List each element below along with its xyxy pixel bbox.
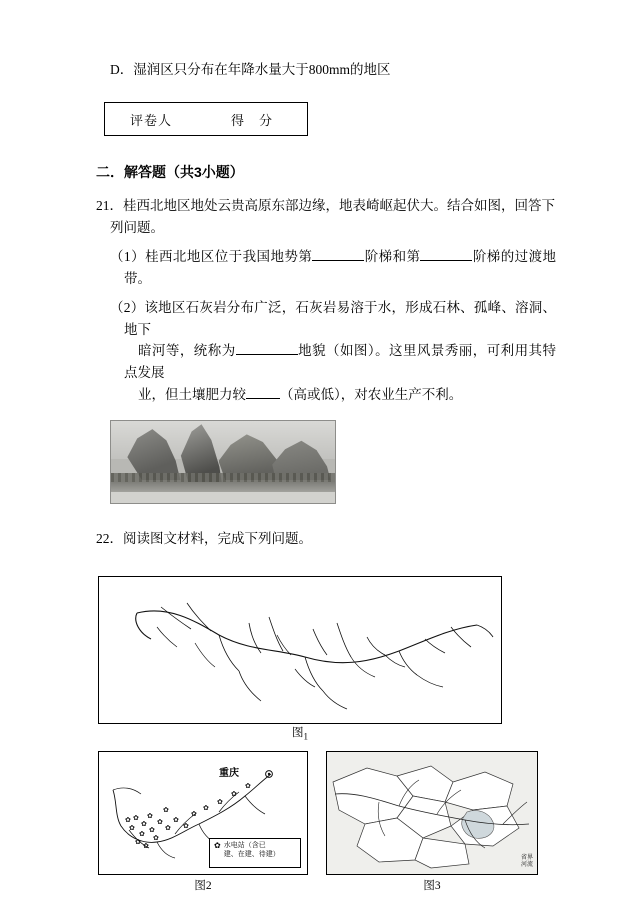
svg-text:✿: ✿ bbox=[133, 815, 139, 823]
svg-text:✿: ✿ bbox=[129, 825, 135, 833]
svg-text:✿: ✿ bbox=[217, 799, 223, 807]
figure-3-legend-line-2: 河流 bbox=[520, 862, 533, 869]
figure-3-caption: 图3 bbox=[423, 880, 441, 893]
sub2-blank-1[interactable] bbox=[236, 354, 298, 355]
sub2-line3-a: 业，但土壤肥力较 bbox=[138, 387, 246, 403]
sub1-blank-2[interactable] bbox=[420, 260, 472, 261]
svg-text:✿: ✿ bbox=[191, 811, 197, 819]
figure-2 bbox=[98, 751, 308, 875]
figure-3-legend-line-1: 省界 bbox=[520, 854, 533, 861]
figure-2-legend bbox=[209, 838, 301, 868]
question-22-number: 22． bbox=[96, 530, 123, 546]
question-21-line1: 桂西北地区地处云贵高原东部边缘，地表崎岖起伏大。结合如图，回答下 bbox=[123, 198, 555, 214]
score-box bbox=[104, 102, 308, 136]
sub2-line1: 该地区石灰岩分布广泛，石灰岩易溶于水，形成石林、孤峰、溶洞、地下 bbox=[124, 299, 557, 337]
svg-text:✿: ✿ bbox=[139, 831, 145, 839]
svg-text:✿: ✿ bbox=[203, 805, 209, 813]
legend-line-2: 建、在建、待建） bbox=[223, 849, 280, 858]
svg-text:✿: ✿ bbox=[149, 827, 155, 835]
sub1-text-c: 阶梯的过渡地带。 bbox=[124, 248, 557, 286]
city-label-chongqing: 重庆 bbox=[219, 768, 239, 780]
karst-photo bbox=[110, 420, 336, 504]
photo-field bbox=[111, 492, 335, 503]
svg-text:✿: ✿ bbox=[173, 817, 179, 825]
svg-text:✿: ✿ bbox=[147, 813, 153, 821]
figure-1-drawing bbox=[99, 577, 501, 723]
figure-3 bbox=[326, 751, 538, 875]
svg-text:✿: ✿ bbox=[157, 819, 163, 827]
svg-text:✿: ✿ bbox=[125, 817, 131, 825]
figures-row bbox=[98, 751, 556, 875]
question-21-number: 21． bbox=[96, 198, 123, 214]
question-22-line1: 阅读图文材料，完成下列问题。 bbox=[123, 530, 312, 546]
section-title: 二．解答题（共3小题） bbox=[96, 164, 244, 181]
sub2-line2-a: 暗河等，统称为 bbox=[138, 343, 236, 359]
grader-label: 评卷人 bbox=[129, 112, 172, 128]
figure-3-drawing bbox=[327, 752, 537, 874]
sub1-text-a: 桂西北地区位于我国地势第 bbox=[145, 248, 313, 264]
svg-text:✿: ✿ bbox=[153, 835, 159, 843]
figure-1 bbox=[98, 576, 502, 724]
figure-1-caption-text: 图 bbox=[292, 726, 304, 739]
svg-text:✿: ✿ bbox=[163, 807, 169, 815]
svg-text:✿: ✿ bbox=[141, 821, 147, 829]
sub2-blank-2[interactable] bbox=[246, 398, 280, 399]
sub2-line3-b: （高或低），对农业生产不利。 bbox=[280, 387, 463, 403]
sub2-line2-b: 地貌（如图）。这里风景秀丽，可利用其特点发展 bbox=[124, 343, 557, 381]
svg-text:✿: ✿ bbox=[231, 791, 237, 799]
figure-1-caption bbox=[98, 724, 502, 741]
svg-text:✿: ✿ bbox=[143, 843, 149, 851]
score-label: 得 分 bbox=[230, 112, 273, 128]
figure-2-caption: 图2 bbox=[194, 880, 212, 893]
sub2-label: （2） bbox=[110, 299, 145, 315]
hydropower-icon: ✿ bbox=[214, 841, 221, 851]
svg-text:✿: ✿ bbox=[183, 823, 189, 831]
question-21-line2: 列问题。 bbox=[110, 220, 164, 236]
question-21-sub2 bbox=[110, 297, 556, 406]
sub1-label: （1） bbox=[110, 248, 146, 264]
sub1-text-b: 阶梯和第 bbox=[364, 248, 421, 264]
option-d-text: D．湿润区只分布在年降水量大于800mm的地区 bbox=[110, 62, 391, 77]
document-content bbox=[96, 60, 556, 893]
figures-caption-row bbox=[98, 877, 556, 893]
question-21-sub1 bbox=[110, 246, 556, 290]
svg-text:✿: ✿ bbox=[135, 839, 141, 847]
svg-text:✿: ✿ bbox=[165, 825, 171, 833]
figure-3-legend bbox=[521, 855, 533, 871]
sub1-blank-1[interactable] bbox=[312, 260, 364, 261]
question-22-stem bbox=[96, 528, 556, 550]
question-21-stem bbox=[96, 195, 556, 239]
legend-text-wrap bbox=[224, 841, 280, 859]
svg-text:✿: ✿ bbox=[245, 783, 251, 791]
legend-line-1: 水电站（含已 bbox=[223, 841, 266, 850]
figure-1-caption-sub: 1 bbox=[303, 731, 308, 742]
